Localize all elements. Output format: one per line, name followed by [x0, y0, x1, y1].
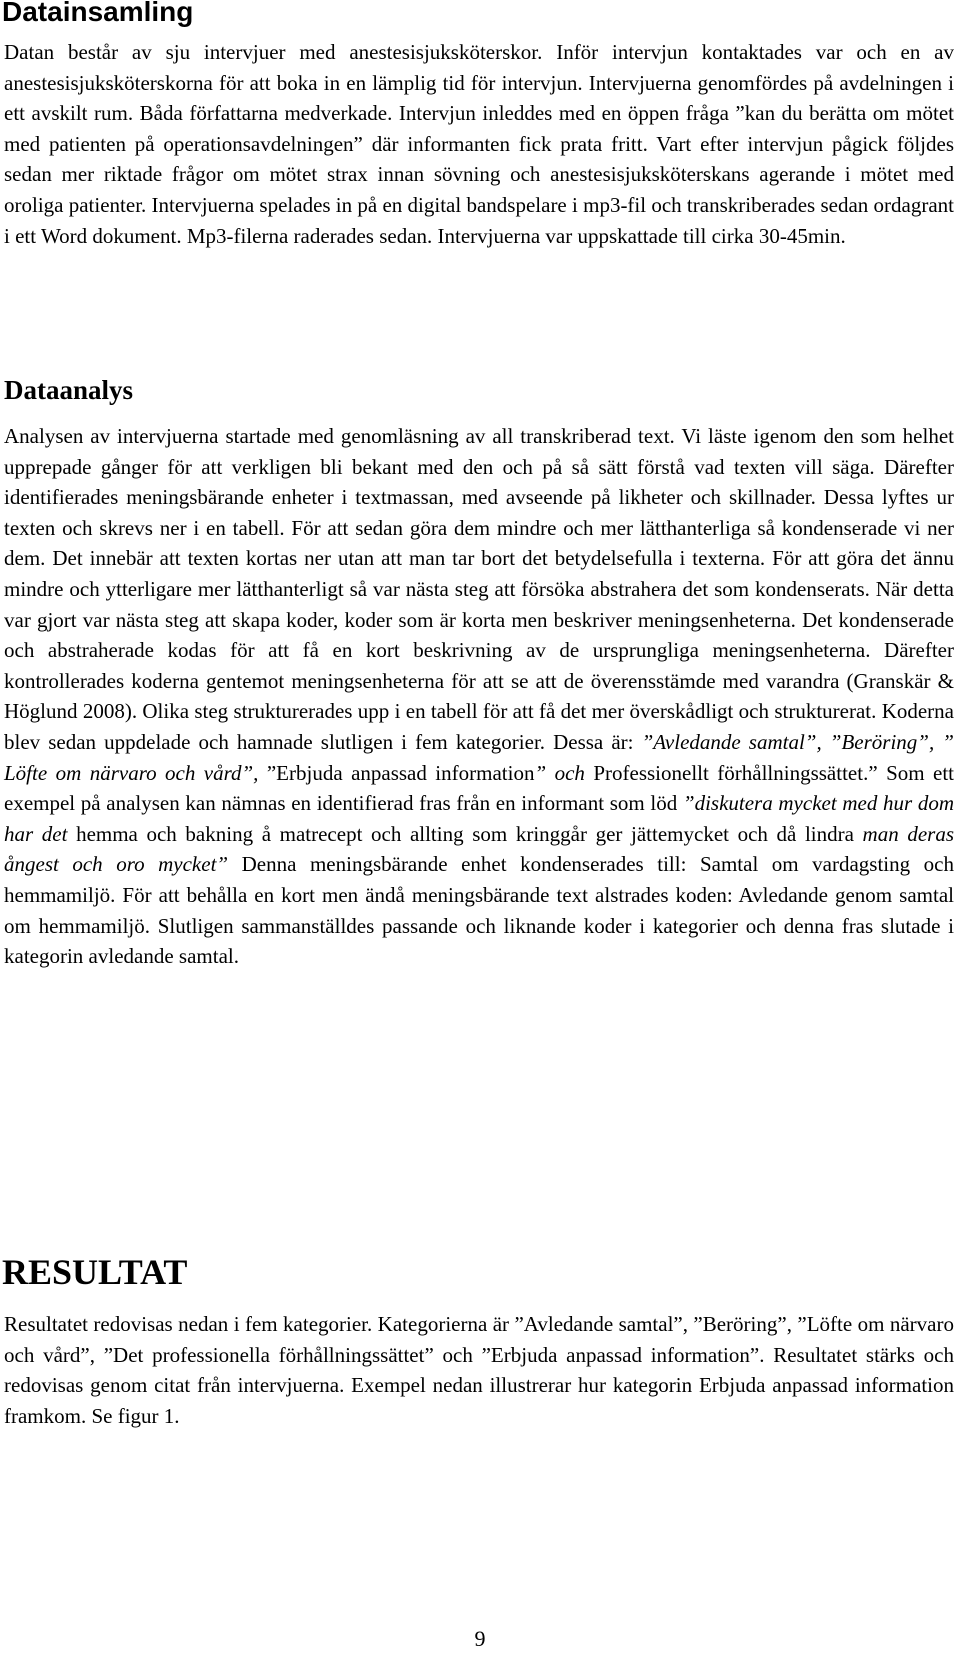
paragraph-resultat: Resultatet redovisas nedan i fem kategorier. Kategorierna är ”Avledande samtal”, ”Beröring”, ”Löfte om närvaro och vård”, ”Det professionella förhållningssättet” och ”Erbjuda anpassad information”. Resultatet stärks och redovisas genom citat från intervjuerna. Exempel nedan illustrerar hur kategorin Erbjuda anpassad information framkom. Se figur 1.: [4, 1312, 954, 1428]
dataanalys-categories-och: ” och: [534, 760, 594, 785]
dataanalys-text-2: Som ett exempel på analysen kan nämnas en identifierad fras från en informant som löd: [4, 760, 955, 816]
dataanalys-category-professionellt: Professionellt förhållningssättet.”: [593, 760, 878, 785]
section-heading-resultat: RESULTAT: [2, 1252, 188, 1292]
page-number: 9: [474, 1626, 486, 1651]
dataanalys-text-1: Analysen av intervjuerna startade med genomläsning av all transkriberad text. Vi läste igenom den som helhet upprepade gånger för att verkligen bli bekant med den och på så sätt förstå vad texten vill säga. Därefter identifierades meningsbärande enheter i textmassan, med avseende på likheter och skillnader. Dessa lyftes ur texten och skrevs ner i en tabell. För att sedan göra dem mindre och mer lätthanterliga så kondenserade vi ner dem. Det innebär att texten kortas ner utan att man tar bort det betydelsefulla i texterna. För att göra det ännu mindre och ytterligare mer lätthanterligt så var nästa steg att försöka abstrahera det som kondenserats. När detta var gjort var nästa steg att skapa koder, koder som är korta men beskriver meningsenheterna. Det kondenserade och abstraherade kodas för att få en kort beskrivning av de ursprungliga meningsenheterna. Därefter kontrollerades koderna gentemot meningsenheterna för att se att de överensstämde med varandra (Granskär & Höglund 2008). Olika steg strukturerades upp i en tabell för att få det mer överskådligt och strukturerat. Koderna blev sedan uppdelade och hamnade slutligen i fem kategorier. Dessa är:: [4, 424, 954, 754]
dataanalys-category-erbjuda: ”Erbjuda anpassad information: [266, 760, 535, 785]
section-heading-datainsamling: Datainsamling: [2, 0, 194, 27]
dataanalys-quote-1: ”diskutera mycket med hur dom har det: [4, 791, 954, 846]
paragraph-dataanalys: [4, 421, 954, 972]
section-heading-dataanalys: Dataanalys: [4, 375, 134, 405]
dataanalys-quote-2: man deras ångest och oro mycket”: [4, 821, 954, 877]
dataanalys-text-4: Denna meningsbärande enhet kondenserades till: Samtal om vardagsting och hemmamiljö. För att behålla en kort men ändå meningsbärande text alstrades koden: Avledande genom samtal om hemmamiljö. Slutligen sammanställdes passande och liknande koder i kategorier och denna fras slutade i kategorin avledande samtal.: [4, 852, 954, 969]
dataanalys-text-3: hemma och bakning å matrecept och allting som kringgår ger jättemycket och då lindra: [67, 821, 863, 846]
paragraph-datainsamling: Datan består av sju intervjuer med anestesisjuksköterskor. Inför intervjun kontaktades var och en av anestesisjuksköterskorna för att boka in en lämplig tid för intervjun. Intervjuerna genomfördes på avdelningen i ett avskilt rum. Båda författarna medverkade. Intervjun inleddes med en öppen fråga ”kan du berätta om mötet med patienten på operationsavdelningen” där informanten fick prata fritt. Vart efter intervjun pågick följdes sedan mer riktade frågor om mötet strax innan sövning och anestesisjuksköterskans agerande i mötet med oroliga patienter. Intervjuerna spelades in på en digital bandspelare i mp3-fil och transkriberades sedan ordagrant i ett Word dokument. Mp3-filerna raderades sedan. Intervjuerna var uppskattade till cirka 30-45min.: [4, 40, 954, 248]
dataanalys-categories-italic: ”Avledande samtal”, ”Beröring”, ” Löfte om närvaro och vård”,: [4, 729, 954, 785]
